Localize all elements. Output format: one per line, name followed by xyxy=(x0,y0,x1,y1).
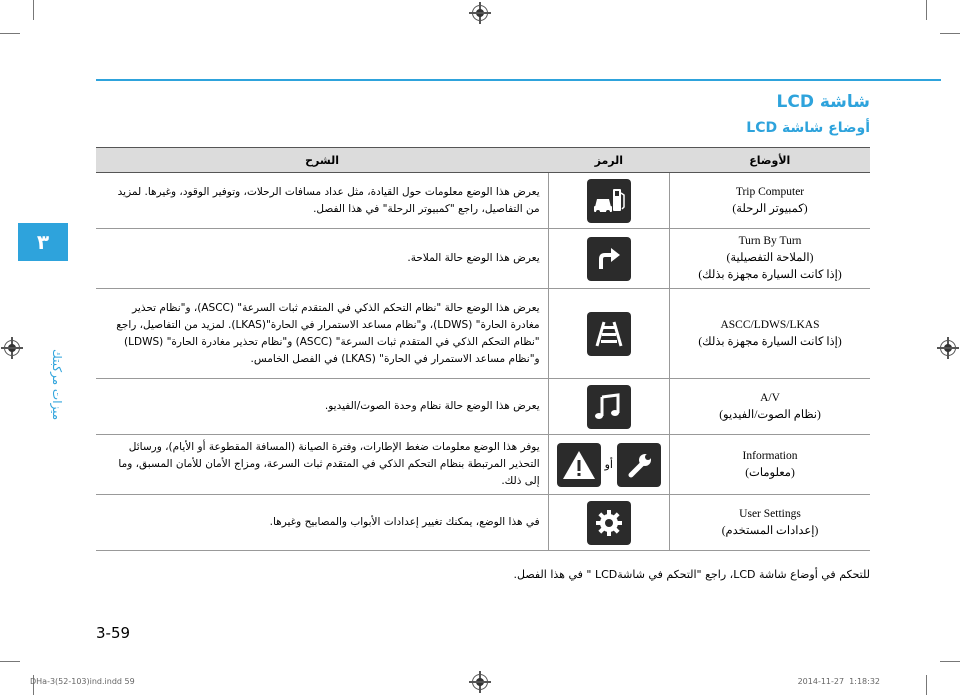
mode-cell xyxy=(670,495,871,551)
mode-name-ar: (الملاحة التفصيلية) xyxy=(726,252,814,264)
registration-mark-icon xyxy=(472,5,488,21)
mode-cell xyxy=(670,229,871,289)
description-cell: يعرض هذا الوضع حالة نظام وحدة الصوت/الفيديو. xyxy=(96,379,548,435)
description-cell: يعرض هذا الوضع حالة "نظام التحكم الذكي في المتقدم ثبات السرعة" (ASCC)، و"نظام تحذير مغادرة الحارة" (LDWS)، و"نظام مساعد الاستمرار في الحارة"(LKAS). لمزيد من التفاصيل، راجع "نظام التحكم الذكي في المتقدم ثبات السرعة" (ASCC) و"نظام تحذير مغادرة الحارة" (LDWS) و"نظام مساعد الاستمرار في الحارة" (LKAS) في الفصل الخامس. xyxy=(96,289,548,379)
section-subtitle: أوضاع شاشة LCD xyxy=(746,120,870,136)
crop-mark xyxy=(0,33,20,34)
or-label: أو xyxy=(604,458,613,471)
table-row xyxy=(96,379,870,435)
mode-name-ar: (كمبيوتر الرحلة) xyxy=(732,202,808,215)
mode-name-ar: (إعدادات المستخدم) xyxy=(721,524,819,537)
mode-name: User Settings xyxy=(739,507,801,520)
symbol-cell xyxy=(548,229,669,289)
description-cell: يعرض هذا الوضع حالة الملاحة. xyxy=(96,229,548,289)
turn-arrow-icon xyxy=(587,237,631,281)
table-row xyxy=(96,289,870,379)
mode-name-ar: (إذا كانت السيارة مجهزة بذلك) xyxy=(698,335,842,348)
lcd-modes-table xyxy=(96,147,870,551)
crop-mark xyxy=(926,0,927,20)
symbol-cell xyxy=(548,435,669,495)
crop-mark xyxy=(33,0,34,20)
description-cell: يوفر هذا الوضع معلومات ضغط الإطارات، وفترة الصيانة (المسافة المقطوعة أو الأيام)، ورسائل التحذير المرتبطة بنظام التحكم الذكي في المتقدم ثبات السرعة، ومزاج الأمان للأمان المسبق، وما إلى ذلك. xyxy=(96,435,548,495)
lane-icon xyxy=(587,312,631,356)
mode-name: Turn By Turn xyxy=(738,235,802,247)
mode-name-ar: (معلومات) xyxy=(745,466,795,479)
table-header-row xyxy=(96,148,870,173)
mode-cell xyxy=(670,289,871,379)
mode-name: ASCC/LDWS/LKAS xyxy=(720,318,820,331)
mode-name: A/V xyxy=(760,391,780,404)
table-row xyxy=(96,495,870,551)
crop-mark xyxy=(940,661,960,662)
header-rule xyxy=(96,79,941,81)
gear-icon xyxy=(587,501,631,545)
section-tab: ٣ xyxy=(18,223,68,261)
music-note-icon xyxy=(587,385,631,429)
registration-mark-icon xyxy=(940,340,956,356)
symbol-cell xyxy=(548,289,669,379)
mode-cell xyxy=(670,379,871,435)
header-description: الشرح xyxy=(96,148,548,173)
mode-cell xyxy=(670,173,871,229)
registration-mark-icon xyxy=(472,674,488,690)
header-symbol: الرمز xyxy=(548,148,669,173)
wrench-icon xyxy=(617,443,661,487)
crop-mark xyxy=(0,661,20,662)
description-cell: في هذا الوضع، يمكنك تغيير إعدادات الأبواب والمصابيح وغيرها. xyxy=(96,495,548,551)
crop-mark xyxy=(940,33,960,34)
mode-note: (إذا كانت السيارة مجهزة بذلك) xyxy=(698,269,842,281)
header-mode: الأوضاع xyxy=(670,148,871,173)
table-row xyxy=(96,435,870,495)
mode-name: Information xyxy=(742,449,798,462)
mode-cell xyxy=(670,435,871,495)
table-row xyxy=(96,173,870,229)
table-row xyxy=(96,229,870,289)
crop-mark xyxy=(926,675,927,695)
description-cell: يعرض هذا الوضع معلومات حول القيادة، مثل عداد مسافات الرحلات، وتوفير الوقود، وغيرها. لمزيد من التفاصيل، راجع "كمبيوتر الرحلة" في هذا الفصل. xyxy=(96,173,548,229)
warning-icon xyxy=(557,443,601,487)
mode-name-ar: (نظام الصوت/الفيديو) xyxy=(719,408,821,421)
symbol-cell xyxy=(548,173,669,229)
fuel-car-icon xyxy=(587,179,631,223)
footer-file-info: DHa-3(52-103)ind.indd 59 xyxy=(30,677,135,686)
page-title: شاشة LCD xyxy=(776,92,870,112)
section-label: ميزات مركبتك xyxy=(50,348,64,420)
symbol-cell xyxy=(548,495,669,551)
footer-timestamp: 2014-11-27 ￼ 1:18:32 xyxy=(797,677,880,686)
registration-mark-icon xyxy=(4,340,20,356)
symbol-cell xyxy=(548,379,669,435)
mode-name: Trip Computer xyxy=(735,185,805,198)
page-number: 3-59 xyxy=(96,624,131,642)
footnote: للتحكم في أوضاع شاشة LCD، راجع "التحكم في شاشةLCD " في هذا الفصل. xyxy=(513,568,870,581)
